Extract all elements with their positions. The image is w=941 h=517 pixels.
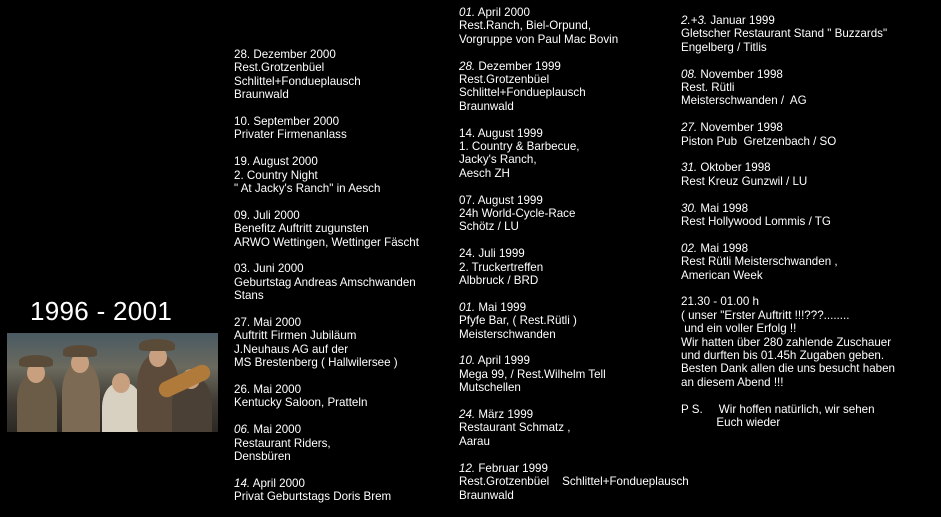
gig-date-day: 24.	[459, 408, 476, 422]
gig-date	[681, 121, 895, 134]
gig-detail: Mega 99, / Rest.Wilhelm Tell	[459, 367, 606, 381]
gig-detail: ( unser "Erster Auftritt !!!???........	[681, 308, 850, 322]
gig-date-text: 09. Juli 2000	[234, 208, 300, 222]
gig-date-text: 28. Dezember 2000	[234, 48, 336, 61]
gig-entry	[234, 209, 419, 249]
gig-date-text: 27. Mai 2000	[234, 316, 302, 330]
gig-date-day: 01.	[459, 6, 476, 19]
gig-date-text: 26. Mai 2000	[234, 383, 302, 397]
gig-detail: Rest.Grotzenbüel	[459, 73, 550, 87]
gig-date	[459, 127, 689, 140]
gig-detail: Meisterschwanden	[459, 327, 556, 341]
gig-date	[234, 423, 419, 436]
gig-detail: MS Brestenberg ( Hallwilersee )	[234, 356, 398, 370]
gig-date-text: 10. September 2000	[234, 115, 340, 129]
gig-date-text: 14. August 1999	[459, 126, 543, 140]
gig-detail: 24h World-Cycle-Race	[459, 207, 576, 221]
gig-detail: Geburtstag Andreas Amschwanden	[234, 275, 416, 289]
gig-detail: Auftritt Firmen Jubiläum	[234, 329, 357, 343]
gig-date	[234, 115, 419, 128]
gig-detail: Piston Pub Gretzenbach / SO	[681, 134, 837, 148]
gig-detail: Braunwald	[459, 488, 514, 502]
gig-detail: Rest.Grotzenbüel Schlittel+Fondueplausch	[459, 475, 689, 489]
gig-date	[459, 408, 689, 421]
gig-date	[681, 295, 895, 308]
gig-date-text: Mai 1999	[475, 300, 527, 314]
gig-detail: Engelberg / Titlis	[681, 40, 767, 54]
gig-detail: American Week	[681, 268, 763, 282]
gig-detail: Schlittel+Fondueplausch	[234, 74, 361, 88]
gig-entry	[459, 6, 689, 46]
hat	[139, 339, 175, 351]
gig-detail: Densbüren	[234, 450, 291, 464]
gig-date-text: November 1998	[697, 121, 783, 135]
gig-date-text: 19. August 2000	[234, 155, 318, 169]
gig-detail: Rest Rütli Meisterschwanden ,	[681, 255, 838, 269]
gig-detail: Aesch ZH	[459, 166, 510, 180]
gig-detail: Pfyfe Bar, ( Rest.Rütli )	[459, 314, 577, 328]
gig-date-day: 14.	[234, 476, 251, 490]
gig-detail: Rest.Ranch, Biel-Orpund,	[459, 19, 592, 33]
gig-date-day: 06.	[234, 423, 251, 437]
gig-date	[459, 462, 689, 475]
gig-detail: ARWO Wettingen, Wettinger Fäscht	[234, 235, 419, 249]
gig-detail: Besten Dank allen die uns besucht haben	[681, 362, 895, 376]
gig-detail: Jacky's Ranch,	[459, 153, 537, 167]
face	[112, 373, 130, 393]
years-heading: 1996 - 2001	[30, 296, 173, 326]
gig-detail: Stans	[234, 289, 264, 303]
gig-entry	[234, 316, 419, 370]
gig-date-text: Januar 1999	[707, 14, 775, 27]
gig-detail: Privat Geburtstags Doris Brem	[234, 490, 392, 504]
gig-entry	[459, 60, 689, 114]
gig-detail: Mutschellen	[459, 381, 521, 395]
gig-date	[234, 383, 419, 396]
gig-date-day: 30.	[681, 201, 698, 215]
gig-detail: 1. Country & Barbecue,	[459, 140, 580, 154]
gig-date-day: 10.	[459, 354, 476, 368]
gig-entry	[234, 115, 419, 142]
gig-entry	[234, 477, 419, 504]
gig-entry	[234, 423, 419, 463]
gig-entry	[681, 202, 895, 229]
gig-detail: Restaurant Riders,	[234, 436, 331, 450]
gig-date	[234, 262, 419, 275]
ps-note-line: P S. Wir hoffen natürlich, wir sehen	[681, 402, 875, 416]
gig-detail: und ein voller Erfolg !!	[681, 322, 797, 336]
gig-date	[234, 316, 419, 329]
gig-entry	[234, 383, 419, 410]
band-photo	[7, 333, 218, 432]
gig-detail: Braunwald	[234, 88, 289, 102]
gig-detail: Kentucky Saloon, Pratteln	[234, 396, 368, 410]
gig-entry	[681, 121, 895, 148]
gig-entry	[234, 262, 419, 302]
gig-entry	[681, 68, 895, 108]
gig-date-text: Mai 1998	[697, 201, 749, 215]
gig-detail: Aarau	[459, 434, 490, 448]
gig-date-text: März 1999	[475, 408, 534, 422]
gig-date	[681, 161, 895, 174]
gig-detail: J.Neuhaus AG auf der	[234, 342, 349, 356]
gig-detail: Rest Hollywood Lommis / TG	[681, 215, 831, 229]
gig-entry	[459, 301, 689, 341]
gigs-column-3	[681, 14, 895, 429]
gig-entry	[459, 194, 689, 234]
person-figure	[62, 363, 100, 432]
gig-entry	[459, 408, 689, 448]
gig-date-text: Oktober 1998	[697, 161, 771, 175]
gig-date-day: 02.	[681, 241, 698, 255]
gigs-column-2	[459, 6, 689, 515]
gig-detail: Rest.Grotzenbüel	[234, 61, 325, 75]
gig-date	[459, 60, 689, 73]
gig-date-text: November 1998	[697, 67, 783, 81]
gig-date	[681, 68, 895, 81]
gig-detail: Rest. Rütli	[681, 81, 735, 95]
gig-entry	[681, 242, 895, 282]
gig-detail: an diesem Abend !!!	[681, 375, 784, 389]
gig-date-text: April 2000	[475, 6, 530, 19]
gig-date-text: 03. Juni 2000	[234, 262, 304, 276]
gig-entry	[234, 155, 419, 195]
gig-detail: Schötz / LU	[459, 220, 519, 234]
gig-detail: Benefitz Auftritt zugunsten	[234, 222, 369, 236]
gig-detail: 2. Truckertreffen	[459, 260, 544, 274]
gig-date	[234, 209, 419, 222]
gig-entry	[459, 127, 689, 181]
gig-date-day: 31.	[681, 161, 698, 175]
gig-detail: Restaurant Schmatz ,	[459, 421, 571, 435]
gig-date-text: 21.30 - 01.00 h	[681, 295, 759, 309]
gig-detail: Rest Kreuz Gunzwil / LU	[681, 174, 808, 188]
gig-date-text: 07. August 1999	[459, 193, 543, 207]
gig-date-day: 12.	[459, 461, 476, 475]
gig-entry	[681, 161, 895, 188]
gig-date	[681, 14, 895, 27]
gig-date-text: Dezember 1999	[475, 59, 561, 73]
gig-detail: Braunwald	[459, 99, 514, 113]
gig-date-text: April 2000	[250, 476, 305, 490]
gig-detail: Albbruck / BRD	[459, 274, 539, 288]
gig-date-day: 01.	[459, 300, 476, 314]
gig-date-text: Februar 1999	[475, 461, 548, 475]
gig-date-day: 28.	[459, 59, 476, 73]
gig-date	[459, 6, 689, 19]
gig-entry	[681, 14, 895, 54]
gig-detail: Privater Firmenanlass	[234, 128, 347, 142]
ps-note	[681, 403, 895, 430]
gig-date-day: 2.+3.	[681, 14, 708, 27]
gig-detail: Wir hatten über 280 zahlende Zuschauer	[681, 335, 892, 349]
gig-detail: 2. Country Night	[234, 168, 318, 182]
gig-entry	[459, 247, 689, 287]
gig-detail: und durften bis 01.45h Zugaben geben.	[681, 349, 885, 363]
gig-date	[234, 48, 419, 61]
gig-entry	[459, 462, 689, 502]
gig-entry	[681, 295, 895, 389]
gig-entry	[459, 354, 689, 394]
gig-date-day: 08.	[681, 67, 698, 81]
gig-date	[681, 242, 895, 255]
hat	[19, 355, 53, 367]
gig-date	[459, 194, 689, 207]
gig-date	[459, 301, 689, 314]
gig-date-text: Mai 1998	[697, 241, 749, 255]
gig-date	[459, 354, 689, 367]
gig-detail: Vorgruppe von Paul Mac Bovin	[459, 32, 619, 46]
gig-detail: Gletscher Restaurant Stand " Buzzards"	[681, 27, 888, 41]
gig-date-day: 27.	[681, 121, 698, 135]
ps-note-line: Euch wieder	[681, 416, 781, 430]
gig-date	[234, 477, 419, 490]
gig-date	[681, 202, 895, 215]
gig-date-text: 24. Juli 1999	[459, 247, 525, 261]
gig-date	[234, 155, 419, 168]
hat	[63, 345, 97, 357]
gig-detail: Schlittel+Fondueplausch	[459, 86, 586, 100]
gig-date-text: Mai 2000	[250, 423, 302, 437]
gig-detail: " At Jacky's Ranch" in Aesch	[234, 182, 381, 196]
gigs-column-1	[234, 48, 419, 517]
gig-date-text: April 1999	[475, 354, 530, 368]
gig-detail: Meisterschwanden / AG	[681, 94, 807, 108]
gig-date	[459, 247, 689, 260]
gig-entry	[234, 48, 419, 102]
